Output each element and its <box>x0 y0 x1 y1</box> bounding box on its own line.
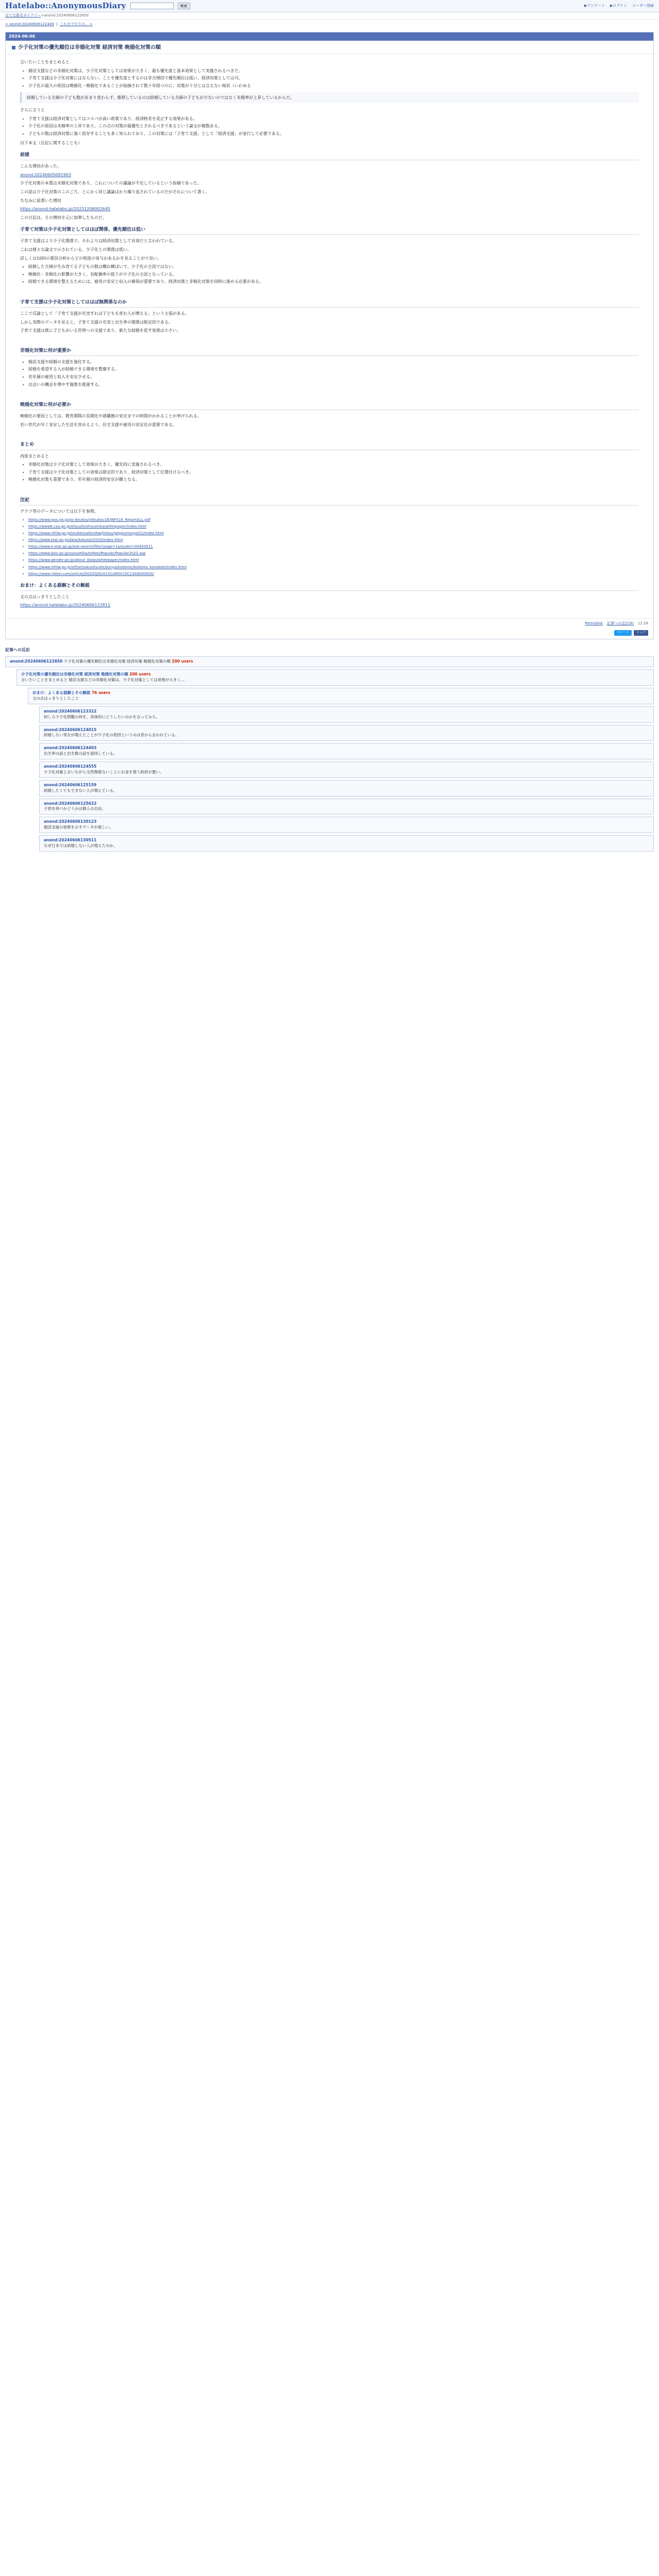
article-pager: < anond:20240606122449 | これまでやりの... > <box>5 22 93 26</box>
article-title-row <box>6 41 653 55</box>
trackback-text: なぜ日本では結婚しない人が増えたのか。 <box>44 843 117 848</box>
reference-link[interactable]: • https://www.gender.go.jp/about_danjo/whitepaper/index.html <box>28 557 639 563</box>
trackback-item[interactable] <box>39 817 654 833</box>
section-item: • 若年層の雇用と収入を安定させる。 <box>28 374 639 380</box>
section-text: こんな増田があった。 <box>20 164 61 169</box>
section-item: • 結婚を希望する人が結婚できる環境を整備する。 <box>28 366 639 372</box>
section-heading: 注記 <box>20 497 639 505</box>
section-item: • 婚活支援や結婚の支援を強化する。 <box>28 359 639 365</box>
section-text: これは様々な論文で示されている。少子化との関係は低い。 <box>20 247 131 252</box>
breadcrumb-separator: > <box>41 13 44 18</box>
trackback-title[interactable]: anond:20240606130511 <box>44 838 97 843</box>
summary-item: • 子育て支援は経済対策としてはコスパが高い政策であり、経済格差を是正する効果がある。 <box>28 116 639 122</box>
trackback-text: 文の点はっきりとしたこと <box>32 696 79 701</box>
reference-link[interactable]: • https://www.e-stat.go.jp/stat-search/files?page=1&toukei=00450011 <box>28 544 639 549</box>
intro-quote: 結婚している夫婦の子ども数があまり変わらず、推移しているのは結婚している夫婦の子どもが少ないのではなく未婚率が上昇しているからだ。 <box>20 92 639 104</box>
trackback-item[interactable] <box>39 743 654 759</box>
trackback-title[interactable]: anond:20240606130123 <box>44 819 97 824</box>
reference-link[interactable]: • https://www.mhlw.go.jp/stf/seisakunitsuite/bunya/kodomo/kodomo_kosodate/index.html <box>28 565 639 570</box>
article-date: 2024-06-06 <box>6 32 653 41</box>
section-item: • 出会いの機会を増やす施策を推進する。 <box>28 382 639 388</box>
article-footer <box>6 618 653 628</box>
trackback-item[interactable] <box>39 780 654 796</box>
permalink[interactable]: Permalink <box>585 621 603 626</box>
trackback-text: 何しろ少子化問題の何を、具体的にどうしたいのかを言ってみろ。 <box>44 714 160 719</box>
reference-link[interactable]: • https://www.mhlw.go.jp/toukei/saikin/hw/jinkou/geppo/nengai22/index.html <box>28 531 639 536</box>
section-text: 少子化対策の本質は未婚化対策であり、これについての議論が不足しているという指摘であった。 <box>20 181 201 186</box>
section-text: グラフ等のデータについては以下を参照。 <box>20 509 98 514</box>
para: さらに言うと <box>20 108 45 113</box>
summary-item: • 子どもの数は経済対策に強く依存することも多く知られており、この対策には「子育て支援」として「経済支援」が並行して必要である。 <box>28 131 639 137</box>
section-text: 子育て支援はより少子化関係で、それよりは経済対策として有効だと言われている。 <box>20 239 177 244</box>
top-link-login[interactable]: ▶ログイン <box>610 4 627 8</box>
section-item: • 晩婚化・非婚化の影響が大きく、有配偶率の低下が少子化の主因となっている。 <box>28 272 639 278</box>
summary-list <box>20 116 639 137</box>
share-row <box>6 628 653 639</box>
reference-list <box>20 517 639 577</box>
section-text: 子育て支援は既に子どもがいる世帯への支援であり、新たな結婚を促す効果は小さい。 <box>20 328 181 333</box>
site-logo[interactable]: Hatelabo::AnonymousDiary <box>5 1 126 10</box>
section-heading: 子育て支援は少子化対策としてはほぼ無関係なのか <box>20 299 639 308</box>
top-bar <box>0 0 659 12</box>
trackback-title[interactable]: anond:20240606124015 <box>44 727 97 732</box>
trackback-text: 出生率の話と出生数の話を混同している。 <box>44 751 117 756</box>
section-heading: 子育て対策は少子化対策としてはほぼ関係、優先順位は低い <box>20 227 639 235</box>
trackback-title[interactable]: anond:20240606124403 <box>44 745 97 751</box>
trackback-item[interactable] <box>39 725 654 741</box>
section-heading: おまけ：よくある誤解とその解説 <box>20 583 639 591</box>
trackback-item[interactable] <box>16 669 654 686</box>
trackback-count: 200 users <box>172 659 193 664</box>
article-title[interactable]: 少子化対策の優先順位は非婚化対策 経済対策 晩婚化対策の順 <box>18 44 161 50</box>
trackback-text: 結婚しない男女が増えたことが少子化の原因というのは昔から言われている。 <box>44 733 179 738</box>
share-button[interactable]: シェア <box>634 630 648 636</box>
intro-item: • 少子化の最大の原因は晩婚化・晩婚化であることが指摘されて数十年経つのに、対策が十分とは言えない現状（いわゆる <box>28 83 639 89</box>
trackback-item[interactable] <box>39 761 654 778</box>
trackback-count: 76 users <box>91 690 110 696</box>
section-heading: まとめ <box>20 442 639 450</box>
section-list <box>20 359 639 387</box>
trackback-header: 記事への反応 <box>5 647 30 652</box>
trackback-text: 結婚したくてもできない人が増えている。 <box>44 788 117 793</box>
trackback-item[interactable] <box>28 688 654 704</box>
post-time: 12:28 <box>637 621 648 626</box>
reference-link[interactable]: • https://www.ipss.go.jp/syoushika/tohkei/Popular/Popular2023.asp <box>28 551 639 556</box>
reference-link[interactable]: • https://www.stat.go.jp/data/kokusei/2020/index.html <box>28 537 639 543</box>
search-input[interactable] <box>130 3 174 9</box>
trackback-text: 少子化対策と言いながら全然関係ないことにお金を使う政府が悪い。 <box>44 769 164 774</box>
trackback-item[interactable] <box>39 835 654 852</box>
section-heading: 非婚化対策に何が重要か <box>20 348 639 356</box>
search-button[interactable]: 検索 <box>178 3 190 9</box>
top-link-survey[interactable]: ▶アンケート <box>584 4 605 8</box>
trackback-section <box>5 646 654 852</box>
section-list <box>20 462 639 483</box>
section-link[interactable]: anond:20240605091903 <box>20 172 71 177</box>
section-text: この話は少子化対策のこのごろ、とにかく同じ議論ばかり繰り返されているのだがそれについて書く。 <box>20 190 210 194</box>
trackback-title[interactable]: おまけ：よくある誤解とその解説 <box>32 690 91 696</box>
section-link[interactable]: https://anond.hatelabo.jp/20231206002645 <box>20 207 111 212</box>
trackback-title[interactable]: anond:20240606124555 <box>44 764 97 769</box>
reference-link[interactable]: • https://www.ipss.go.jp/ps-doukou/j/doukou16/JNFS16_ReportALL.pdf <box>28 517 639 522</box>
next-article-link[interactable]: これまでやりの... > <box>59 22 93 26</box>
trackback-text: 子供を持つかどうかは個人の自由。 <box>44 806 106 811</box>
reactions-link[interactable]: 記事への反応(9) <box>606 621 634 626</box>
section-list <box>20 264 639 285</box>
section-item: • 非婚化対策は少子化対策として効果が大きく、優先的に実施されるべき。 <box>28 462 639 468</box>
reference-link[interactable]: • https://www.nikkei.com/article/DGXZQOUA151AM0V10C23A6000000/ <box>28 571 639 577</box>
section-text: ちなみに前書いた増田 <box>20 198 61 203</box>
intro-list <box>20 68 639 89</box>
section-link[interactable]: https://anond.hatelabo.jp/20240606122811 <box>20 603 111 608</box>
section-item: • 子育て支援は少子化対策としての効果は限定的であり、経済対策として位置付けるべき。 <box>28 469 639 476</box>
trackback-text: 婚活支援の効果を示すデータが欲しい。 <box>44 825 113 830</box>
trackback-title[interactable]: anond:20240606125622 <box>44 801 97 806</box>
top-links <box>584 3 654 8</box>
trackback-title[interactable]: anond:20240606123322 <box>44 708 97 714</box>
square-bullet-icon <box>12 46 15 49</box>
breadcrumb <box>0 12 659 20</box>
section-item: • 結婚した夫婦が生み育てる子どもの数は概ね横ばいで、少子化の主因ではない。 <box>28 264 639 270</box>
intro-item: • 婚活支援などの非婚化対策は、少子化対策としては効果が大きく、最も優先度と基本効果として実施されるべきだ。 <box>28 68 639 74</box>
trackback-text: 少子化対策の優先順位は非婚化対策 経済対策 晩婚化対策の順 <box>63 659 171 664</box>
trackback-title[interactable]: anond:20240606125159 <box>44 782 97 787</box>
trackback-text: 言いたいことをまとめると 婚活支援などの非婚化対策は、少子化対策としては効果が大きく… <box>21 677 185 683</box>
trackback-item[interactable] <box>5 656 654 667</box>
top-link-register[interactable]: ユーザー登録 <box>632 4 654 8</box>
trackback-count: 200 users <box>129 672 151 677</box>
section-text: 詳しくは10回の要因分析からどの程度の寄与があるかを見ることがで良い。 <box>20 256 162 261</box>
section-text: 若い世代が早く安定した生活を営めるよう、住宅支援や雇用の安定化が重要である。 <box>20 422 177 427</box>
section-text: 再度まとめると <box>20 453 49 459</box>
trackback-item[interactable] <box>39 799 654 815</box>
trackback-item[interactable] <box>39 706 654 723</box>
section-text: ここで反論として「子育て支援が充実すれば子どもを産む人が増える」という主張がある。 <box>20 311 189 316</box>
prev-article-link[interactable]: < anond:20240606122449 <box>5 22 54 26</box>
section-text: この日記は、その増田を元に加筆したものだ。 <box>20 215 107 220</box>
breadcrumb-home[interactable]: はてな匿名ダイアリー <box>5 13 41 18</box>
para: 以下本文（注記に関することも） <box>20 140 82 145</box>
reference-link[interactable]: • https://www8.cao.go.jp/shoushi/shoushika/whitepaper/index.html <box>28 524 639 529</box>
section-text: しかし実際のデータを見ると、子育て支援の充実と出生率の関係は限定的である。 <box>20 319 173 325</box>
article <box>5 32 654 639</box>
trackback-title[interactable]: anond:20240606122850 <box>10 659 63 664</box>
section-item: • 晩婚化対策も重要であり、若年層の経済的安定が鍵となる。 <box>28 477 639 483</box>
summary-item: • 少子化の原因は未婚率の上昇であり、この点の対策が最優先とされるべきであるという論文が複数ある。 <box>28 123 639 129</box>
trackback-title[interactable]: 少子化対策の優先順位は非婚化対策 経済対策 晩婚化対策の順 <box>21 672 128 677</box>
tweet-button[interactable]: ツイート <box>614 630 632 636</box>
intro-line: 言いたいことをまとめると <box>20 60 70 65</box>
section-item: • 結婚できる環境を整えるためには、雇用の安定と収入の確保が重要であり、経済対策と非婚化対策を同時に進める必要がある。 <box>28 279 639 285</box>
section-heading: 前提 <box>20 152 639 160</box>
section-heading: 晩婚化対策に何が必要か <box>20 402 639 410</box>
intro-item: • 子育て支援は少子化対策にはならない。ことを優先度とするのは非合理的で優先順位は低い。経済対策としては可。 <box>28 75 639 81</box>
section-text: 文の点はっきりとしたこと <box>20 594 70 599</box>
breadcrumb-current: anond:20240606122850 <box>44 13 89 18</box>
article-body <box>6 54 653 618</box>
section-text: 晩婚化の要因としては、教育期間の長期化や就職後の安定までの時間がかかることが挙げられる。 <box>20 414 201 419</box>
